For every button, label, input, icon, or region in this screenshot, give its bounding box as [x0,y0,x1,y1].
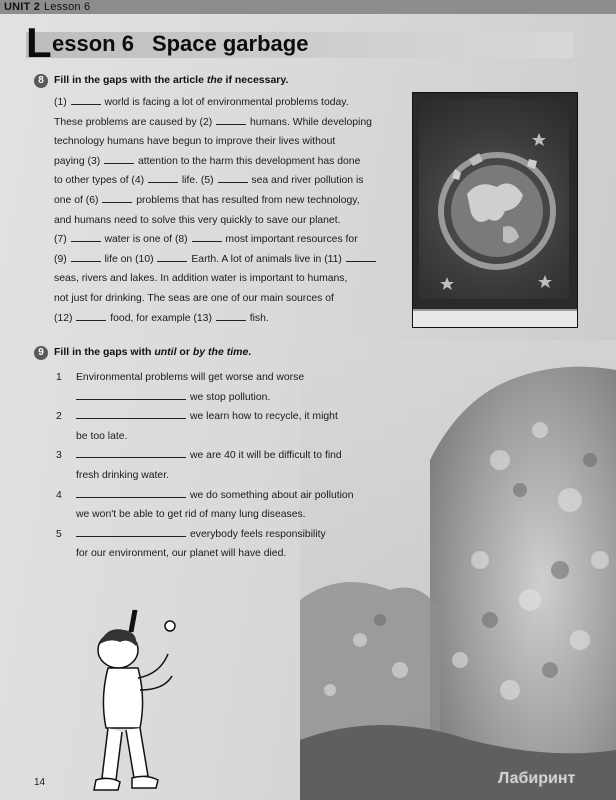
gap-blank[interactable] [76,528,186,537]
exercise-9-text: fresh drinking water. [76,469,169,481]
header-bar [0,0,616,14]
gap-blank[interactable] [157,253,187,262]
gap-blank[interactable] [102,194,132,203]
exercise-8-text-segment: life. (5) [178,175,217,187]
exercise-8-text-segment: (9) [54,253,70,265]
cartoon-boy-illustration [80,598,210,798]
exercise-9-text: be too late. [76,430,128,442]
exercise-9-item [56,407,376,427]
exercise-8-text-segment: attention to the harm this development has done [135,155,361,167]
exercise-9-text: we won't be able to get rid of many lung diseases. [76,509,306,521]
item-number: 4 [56,489,62,501]
exercise-8-instruction: Fill in the gaps with the article the if necessary. [54,74,289,86]
gap-blank[interactable] [71,233,101,242]
unit-label [4,0,90,14]
exercise-8-text-segment: humans. While developing [247,116,372,128]
gap-blank[interactable] [216,116,246,125]
watermark-logo: Лабиринт [498,770,576,787]
exercise-9-item [56,368,376,388]
exercise-9-list [56,368,376,564]
gap-blank[interactable] [76,391,186,400]
exercise-8-text-segment: world is facing a lot of environmental problems today. [101,97,349,108]
gap-blank[interactable] [76,489,186,498]
exercise-9-number: 9 [34,346,48,360]
book-cover-art [419,99,569,299]
exercise-9-text: we stop pollution. [190,391,271,403]
exercise-8-text-segment: one of (6) [54,194,102,206]
book-cover-bottom [413,309,577,327]
exercise-9-item [56,525,376,545]
title-lesson: esson 6 [52,31,134,56]
page-number: 14 [34,777,46,788]
exercise-9-text: we do something about air pollution [190,489,354,501]
exercise-8-number: 8 [34,74,48,88]
exercise-9-item [56,486,376,506]
exercise-8-text-segment: Earth. A lot of animals live in (11) [188,253,345,265]
exercise-8-text [54,93,414,328]
exercise-9-instruction: Fill in the gaps with until or by the time. [54,346,252,358]
exercise-8-text-segment: technology humans have begun to improve their lives without [54,136,336,148]
exercise-8-line [54,171,414,191]
gap-blank[interactable] [76,410,186,419]
gap-blank[interactable] [71,96,101,105]
gap-blank[interactable] [104,155,134,164]
gap-blank[interactable] [76,449,186,458]
exercise-8-line [54,250,414,270]
exercise-9-text: we are 40 it will be difficult to find [190,450,342,462]
exercise-8-line [54,309,414,329]
exercise-9-text: everybody feels responsibility [190,528,326,540]
lesson-name: Lesson 6 [44,1,91,13]
exercise-8-text-segment: water is one of (8) [101,234,191,246]
exercise-8-text-segment: and humans need to solve this very quickly to save our planet. [54,214,341,226]
exercise-8-text-segment: to other types of (4) [54,175,147,187]
exercise-8-text-segment: sea and river pollution is [248,175,364,187]
exercise-9-text: Environmental problems will get worse and worse [76,372,305,383]
exercise-8-text-segment: not just for drinking. The seas are one of our main sources of [54,292,334,304]
unit-name: UNIT 2 [4,1,41,13]
title-topic: Space garbage [151,31,309,56]
item-number: 5 [56,528,62,540]
title-initial: L [26,19,52,66]
exercise-8-line [54,132,414,152]
gap-blank[interactable] [218,174,248,183]
exercise-9-text: we learn how to recycle, it might [190,411,338,423]
exercise-8-line [54,211,414,231]
exercise-9-item [56,446,376,466]
exercise-8-text-segment: These problems are caused by (2) [54,116,216,128]
page-title [52,30,308,58]
item-number: 3 [56,450,62,462]
gap-blank[interactable] [346,253,376,262]
exercise-8-line [54,289,414,309]
exercise-9-item-continued [56,505,376,525]
gap-blank[interactable] [192,233,222,242]
exercise-9-item-continued [56,427,376,447]
exercise-8-text-segment: fish. [246,312,269,324]
gap-blank[interactable] [216,312,246,321]
exercise-9-item-continued [56,544,376,564]
exercise-9-item-continued [56,388,376,408]
gap-blank[interactable] [76,312,106,321]
earth-icon [419,99,569,299]
gap-blank[interactable] [71,253,101,262]
item-number: 1 [56,372,62,383]
exercise-8-text-segment: most important resources for [222,234,358,246]
exercise-8-text-segment: life on (10) [101,253,157,265]
exercise-8-line [54,191,414,211]
exercise-8-text-segment: (12) [54,312,76,324]
exercise-8-text-segment: paying (3) [54,155,104,167]
exercise-8-text-segment: food, for example (13) [107,312,215,324]
exercise-8-text-segment: (1) [54,97,70,108]
exercise-8-text-segment: (7) [54,234,70,246]
exercise-8-text-segment: seas, rivers and lakes. In addition water is important to humans, [54,273,348,285]
exercise-8-line [54,152,414,172]
book-cover-illustration [412,92,578,328]
exercise-8-line [54,113,414,133]
exercise-8-line [54,230,414,250]
exercise-9-item-continued [56,466,376,486]
exercise-8-line [54,93,414,113]
gap-blank[interactable] [148,174,178,183]
item-number: 2 [56,411,62,423]
exercise-8-line [54,269,414,289]
exercise-9-text: for our environment, our planet will have died. [76,548,287,560]
exercise-8-text-segment: problems that has resulted from new technology, [133,194,360,206]
